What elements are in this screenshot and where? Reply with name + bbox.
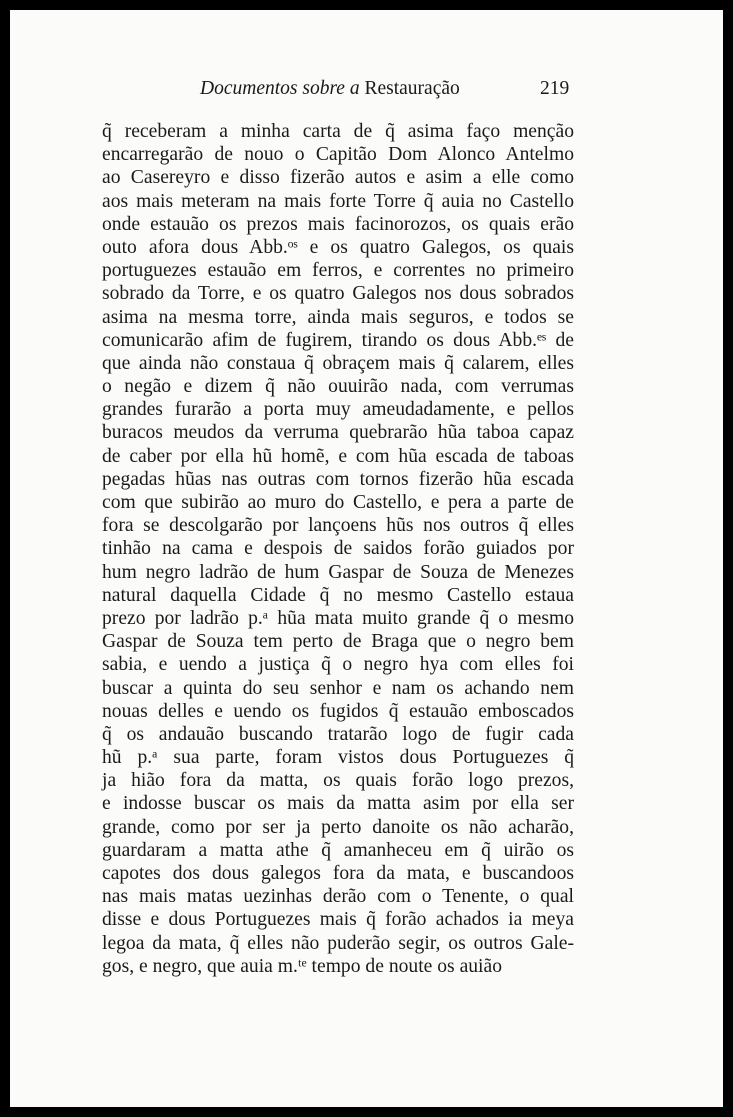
body-text xyxy=(102,120,574,978)
text-line: grandes furarão a porta muy ameudadamente, e pellos xyxy=(102,399,574,421)
text-line: ao Casereyro e disso fizerão autos e asim a elle como xyxy=(102,167,574,189)
text-line: nouas delles e uendo os fugidos q̃ estauão emboscados xyxy=(102,700,574,722)
text-line: Gaspar de Souza tem perto de Braga que o negro bem xyxy=(102,631,574,653)
text-line: onde estauão os prezos mais facinorozos, os quais erão xyxy=(102,213,574,235)
text-line: q̃ receberam a minha carta de q̃ asima faço menção xyxy=(102,121,574,142)
page-number: 219 xyxy=(540,78,570,99)
text-line: prezo por ladrão p.ᵃ hũa mata muito grande q̃ o mesmo xyxy=(102,607,574,629)
text-line: asima na mesma torre, ainda mais seguros, e todos se xyxy=(102,306,574,328)
text-line: buracos meudos da verruma quebrarão hũa taboa capaz xyxy=(102,422,574,444)
book-page xyxy=(10,10,723,1107)
text-line: guardaram a matta athe q̃ amanheceu em q̃ uirão os xyxy=(102,839,574,861)
text-line: natural daquella Cidade q̃ no mesmo Castello estaua xyxy=(102,584,574,606)
text-line: fora se descolgarão por lançoens hũs nos outros q̃ elles xyxy=(102,515,574,537)
text-line: sobrado da Torre, e os quatro Galegos nos dous sobrados xyxy=(102,283,574,305)
text-line: pegadas hũas nas outras com tornos fizerão hũa escada xyxy=(102,468,574,490)
text-line: grande, como por ser ja perto danoite os não acharão, xyxy=(102,816,574,838)
text-line: buscar a quinta do seu senhor e nam os achando nem xyxy=(102,677,574,699)
text-line: comunicarão afim de fugirem, tirando os dous Abb.ᵉˢ de xyxy=(102,329,574,351)
running-title-italic: Documentos sobre a xyxy=(200,78,360,99)
text-line: tinhão na cama e despois de saidos forão guiados por xyxy=(102,538,574,560)
text-line: q̃ os andauão buscando tratarão logo de fugir cada xyxy=(102,723,574,745)
text-line: de caber por ella hũ homẽ, e com hũa escada de taboas xyxy=(102,445,574,467)
text-line: o negão e dizem q̃ não ouuirão nada, com verrumas xyxy=(102,376,574,398)
text-line: sabia, e uendo a justiça q̃ o negro hya com elles foi xyxy=(102,654,574,676)
text-line: legoa da mata, q̃ elles não puderão segir, os outros Gale- xyxy=(102,932,574,954)
text-line: portuguezes estauão em ferros, e correntes no primeiro xyxy=(102,260,574,282)
text-line: com que subirão ao muro do Castello, e pera a parte de xyxy=(102,492,574,513)
running-title-roman: Restauração xyxy=(364,78,460,99)
text-line: hum negro ladrão de hum Gaspar de Souza de Menezes xyxy=(102,561,574,583)
text-line: encarregarão de nouo o Capitão Dom Alonco Antelmo xyxy=(102,144,574,166)
text-line: hũ p.ᵃ sua parte, foram vistos dous Portuguezes q̃ xyxy=(102,747,574,769)
running-header xyxy=(10,78,723,104)
text-line: outo afora dous Abb.ᵒˢ e os quatro Galegos, os quais xyxy=(102,236,574,258)
text-line: nas mais matas uezinhas derão com o Tenente, o qual xyxy=(102,886,574,908)
text-line: e indosse buscar os mais da matta asim por ella ser xyxy=(102,793,574,815)
text-line: gos, e negro, que auia m.ᵗᵉ tempo de noute os auião xyxy=(102,955,502,977)
text-line: aos mais meteram na mais forte Torre q̃ auia no Castello xyxy=(102,190,574,212)
text-line: ja hião fora da matta, os quais forão logo prezos, xyxy=(102,770,574,792)
running-title xyxy=(200,78,460,100)
text-line: disse e dous Portuguezes mais q̃ forão achados ia meya xyxy=(102,909,574,931)
text-line: capotes dos dous galegos fora da mata, e buscandoos xyxy=(102,863,574,884)
text-line: que ainda não constaua q̃ obraçem mais q̃ calarem, elles xyxy=(102,352,574,374)
